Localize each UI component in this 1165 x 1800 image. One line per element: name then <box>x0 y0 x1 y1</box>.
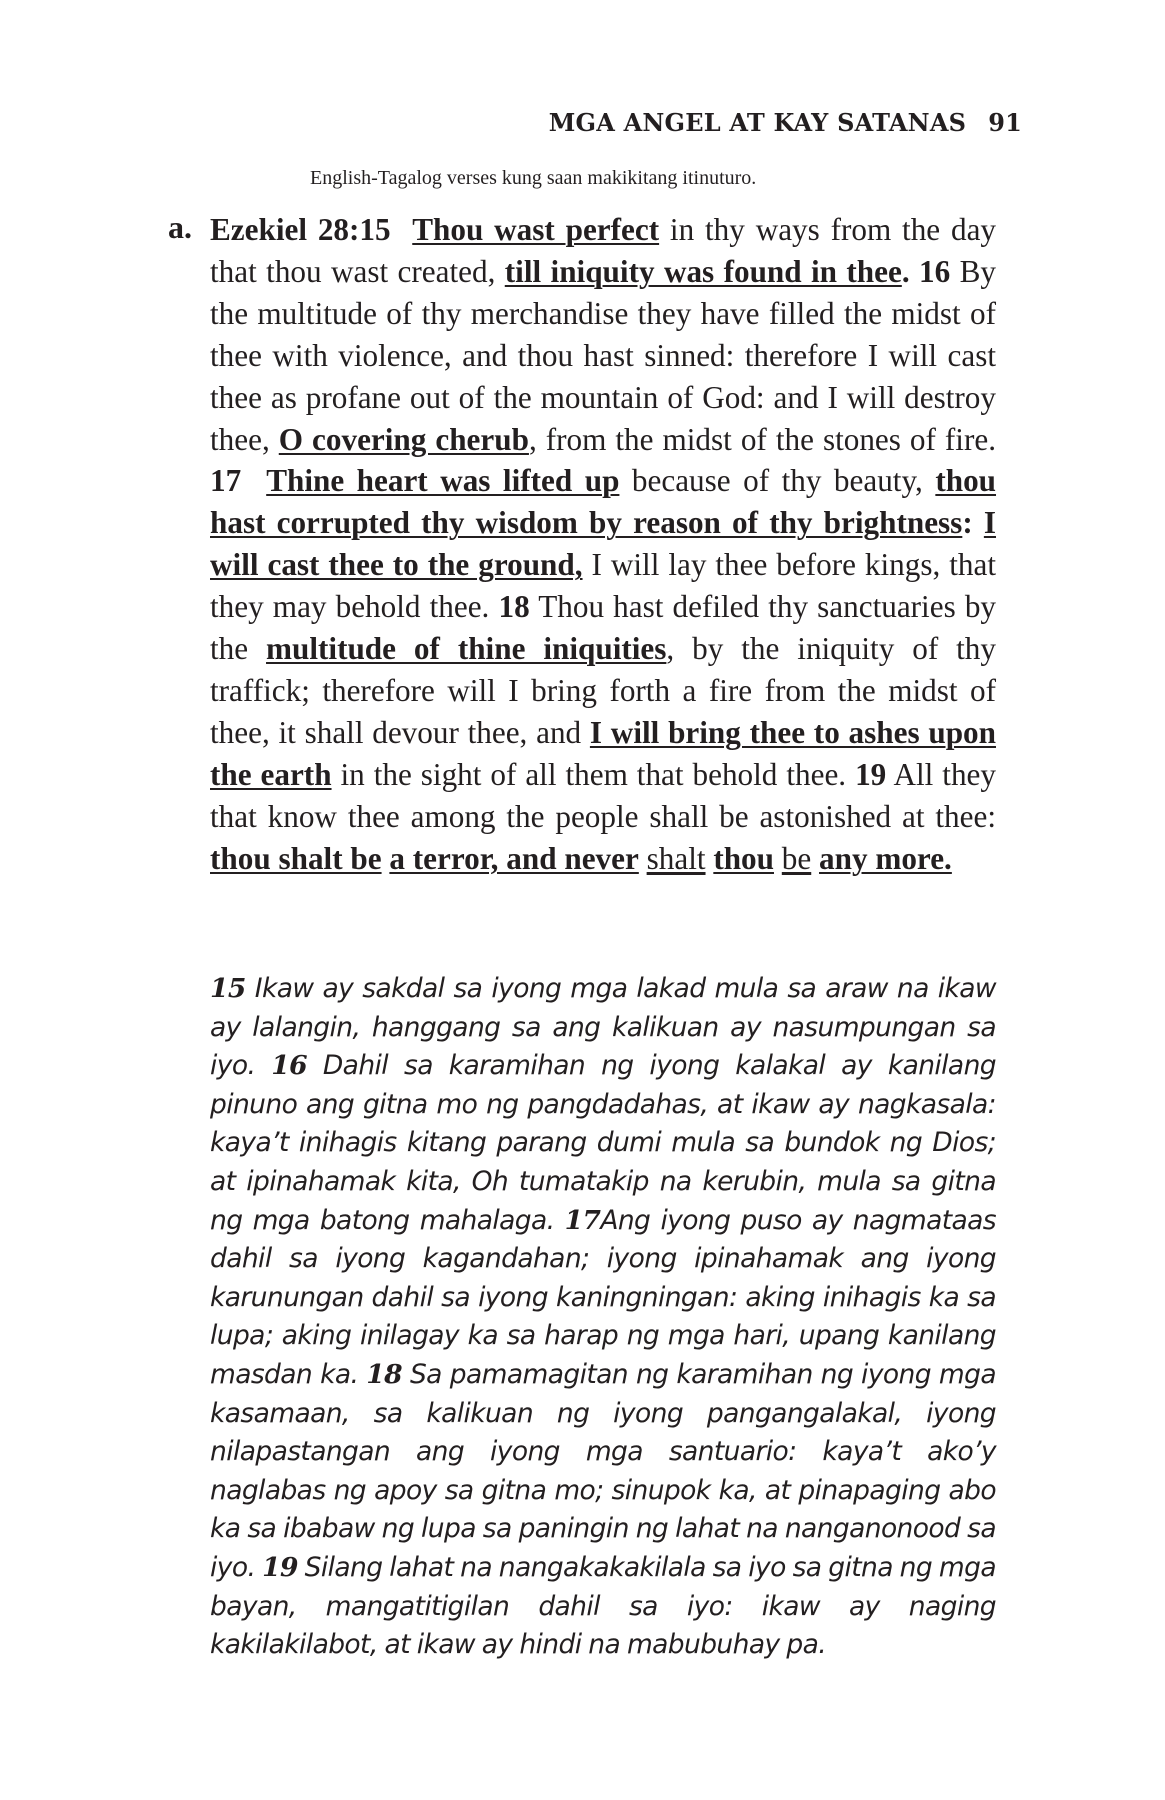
verse-number: 19 <box>855 756 887 792</box>
verse-text: . <box>901 253 920 289</box>
underlined-text: shalt <box>646 840 706 876</box>
verse-text: in thy ways from the day that thou wast created, <box>210 212 997 289</box>
verse-text: because of thy beauty, <box>619 463 936 499</box>
verse-number: 19 <box>262 1551 298 1583</box>
emphasis-text: any more. <box>819 840 952 876</box>
verse-text: By the multitude of thy merchandise they have filled the midst of thee with violence, and thou hast sinned: therefore I will cast thee as profane out of the mountain of God: and I will destroy thee, <box>210 253 996 457</box>
emphasis-text: Thine heart was lifted up <box>266 463 620 499</box>
emphasis-text: O covering cherub <box>278 421 529 457</box>
underlined-text: be <box>781 840 812 876</box>
verse-text: All they that know thee among the people shall be astonished at thee: <box>210 756 996 834</box>
verse-text: , by the iniquity of thy traffick; therefore will I bring forth a fire from the midst of thee, it shall devour thee, and <box>210 631 996 750</box>
tagalog-text: Ikaw ay sakdal sa iyong mga lakad mula sa araw na ikaw ay lalangin, hanggang sa ang kalikuan ay nasumpungan sa iyo. <box>210 973 996 1082</box>
emphasis-text: I will bring thee to ashes upon the earth <box>210 714 996 792</box>
tagalog-text: Sa pamamagitan ng karamihan ng iyong mga kasamaan, sa kalikuan ng iyong pangangalakal, iyong nilapastangan ang iyong mga santuario: kaya’t ako’y naglabas ng apoy sa gitna mo; sinupok ka, at pinapaging abo ka sa ibabaw ng lupa sa paningin ng lahat na nanganonood sa iyo. <box>210 1358 996 1583</box>
verse-number: 16 <box>919 253 951 289</box>
tagalog-text: Silang lahat na nangakakakilala sa iyo sa gitna ng mga bayan, mangatitigilan dahil sa iyo: ikaw ay naging kakilakilabot, at ikaw ay hindi na mabubuhay pa. <box>210 1551 997 1661</box>
verse-number: 17 <box>564 1204 601 1236</box>
running-header <box>549 108 1022 137</box>
page-subtitle: English-Tagalog verses kung saan makikitang itinuturo. <box>310 167 757 189</box>
verse-number: 17 <box>210 463 242 499</box>
emphasis-text: a terror, and never <box>389 840 639 876</box>
emphasis-text: thou hast corrupted thy wisdom by reason of thy brightness <box>210 463 997 541</box>
emphasis-text: Thou wast perfect <box>412 212 660 247</box>
emphasis-text: till iniquity was found in thee <box>504 253 902 289</box>
emphasis-text: thou <box>713 840 774 876</box>
verse-number: 18 <box>498 589 530 625</box>
tagalog-text: Dahil sa karamihan ng iyong kalakal ay kanilang pinuno ang gitna mo ng pangdadahas, at ikaw ay nagkasala: kaya’t inihagis kitang parang dumi mula sa bundok ng Dios; at ipinahamak kita, Oh tumatakip na kerubin, mula sa gitna ng mga batong mahalaga. <box>210 1050 996 1236</box>
verse-number: 18 <box>366 1358 402 1390</box>
verse-reference: Ezekiel 28:15 <box>210 212 391 247</box>
emphasis-text: thou shalt be <box>210 840 382 876</box>
verse-text: , from the midst of the stones of fire. <box>528 421 996 457</box>
tagalog-text: Ang iyong puso ay nagmataas dahil sa iyong kagandahan; iyong ipinahamak ang iyong karunungan dahil sa iyong kaningningan: aking inihagis ka sa lupa; aking inilagay ka sa harap ng mga hari, upang kanilang masdan ka. <box>210 1204 996 1390</box>
verse-text: I will lay thee before kings, that they may behold thee. <box>210 547 996 625</box>
emphasis-text: multitude of thine iniquities <box>266 631 667 667</box>
verse-text: Thou hast defiled thy sanctuaries by the <box>210 589 997 667</box>
running-header-title: MGA ANGEL AT KAY SATANAS <box>548 108 967 137</box>
verse-text: : <box>962 505 984 541</box>
item-label: a. <box>168 209 192 245</box>
emphasis-text: I will cast thee to the ground, <box>210 505 996 583</box>
english-verse-block <box>210 209 996 880</box>
verse-text: in the sight of all them that behold thee. <box>331 756 856 792</box>
verse-number: 15 <box>210 973 246 1004</box>
tagalog-verse-block <box>210 970 996 1665</box>
page-number: 91 <box>988 108 1022 137</box>
verse-number: 16 <box>271 1050 307 1082</box>
